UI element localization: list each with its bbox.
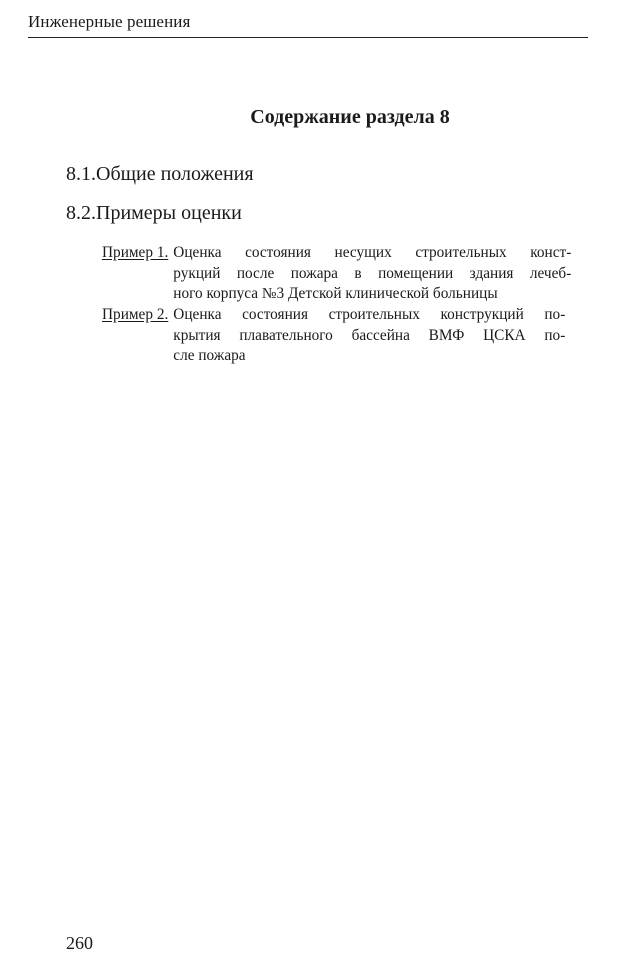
example-entry-2[interactable] [102,305,565,367]
example-description-line: ного корпуса №3 Детской клинической больницы [173,285,498,302]
example-description-1 [173,243,571,305]
example-description-line: Оценка состояния несущих строительных конст- [173,244,572,261]
example-description-line: крытия плавательного бассейна ВМФ ЦСКА по- [173,326,566,344]
example-entry-1[interactable] [102,243,571,305]
header-rule [28,37,588,38]
running-head-title: Инженерные решения [28,12,191,31]
section-title: Содержание раздела 8 [250,106,450,128]
example-label-2[interactable]: Пример 2. [102,306,169,323]
example-label-1[interactable]: Пример 1. [102,244,169,261]
page-number: 260 [66,933,93,953]
example-description-line: рукций после пожара в помещении здания лечеб- [173,264,572,282]
toc-item-examples[interactable]: 8.2.Примеры оценки [66,202,242,224]
example-description-line: сле пожара [173,347,246,364]
toc-item-general[interactable]: 8.1.Общие положения [66,163,254,185]
example-description-2 [173,305,565,367]
example-description-line: Оценка состояния строительных конструкций по- [173,306,566,323]
